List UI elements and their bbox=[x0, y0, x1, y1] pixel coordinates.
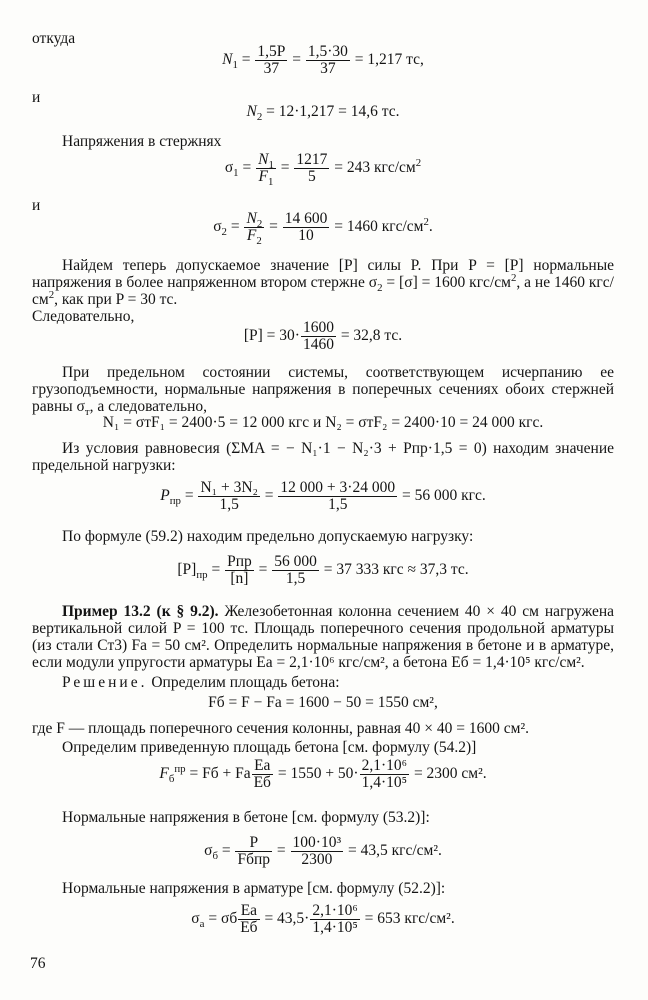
fraction: $\frac{\text{2,1·10⁶}}{\text{1,4·10⁵}}$ bbox=[361, 757, 408, 791]
fraction: $\frac{1217}{5}$ bbox=[296, 151, 328, 185]
fraction: $\frac{\text{2,1·10⁶}}{\text{1,4·10⁵}}$ bbox=[312, 902, 358, 936]
fraction: $\frac{1,5\cdot 30}{37}$ bbox=[307, 43, 348, 77]
paragraph-armatura-stress: Нормальные напряжения в арматуре [см. формулу (52.2)]: bbox=[62, 880, 446, 897]
paragraph-ravnovesie: Из условия равновесия (ΣMA = − N₁·1 − N₂·3 + Pпр·1,5 = 0) находим значение предельной нагрузки: bbox=[32, 440, 614, 474]
equation-f-beton: Fб = F − Fа = 1600 − 50 = 1550 см², bbox=[208, 694, 438, 711]
paragraph-reshenie: Решение. Определим площадь бетона: bbox=[62, 674, 340, 691]
text-sledovatelno: Следовательно, bbox=[32, 308, 135, 325]
fraction: $\frac{P}{\text{Fбпр}}$ bbox=[237, 834, 271, 868]
equation-f-pr: $F_б^{пр}$ = Fб + Fа $\frac{Eа}{Eб}$ = 1550 + 50· $\frac{\text{2,1·10⁶}}{\text{1,4·10⁵}}$ = 2300 см². bbox=[159, 757, 487, 791]
fraction: $\frac{N_2}{F_2}$ bbox=[246, 210, 263, 248]
equation-sigma-a: $\sigma_а = \sigma б$ $\frac{Eа}{Eб}$ = 43,5· $\frac{\text{2,1·10⁶}}{\text{1,4·10⁵}}$ = 653 кгс/см². bbox=[191, 902, 455, 936]
paragraph-example-13-2: Пример 13.2 (к § 9.2). Железобетонная колонна сечением 40 × 40 см нагружена вертикальной силой P = 100 тс. Площадь поперечного сечения продольной арматуры (из стали Ст3) Fа = 50 см². Определить нормальные напряжения в бетоне и в арматуре, если модули упругости арматуры Eа = 2,1·10⁶ кгс/см², а бетона Eб = 1,4·10⁵ кгс/см². bbox=[32, 603, 615, 671]
paragraph-beton-stress: Нормальные напряжения в бетоне [см. формулу (53.2)]: bbox=[62, 809, 430, 826]
equation-sigma1: $\sigma_1$ = $\frac{N_1}{F_1}$ = $\frac{1217}{5}$ = 243 кгс/$см^2$ bbox=[224, 151, 422, 189]
equation-sigma-b: $\sigma_б$ = $\frac{P}{\text{Fбпр}}$ = $\frac{\text{100·10³}}{2300}$ = 43,5 кгс/см². bbox=[204, 834, 442, 868]
paragraph-gde-f: где F — площадь поперечного сечения колонны, равная 40 × 40 = 1600 см². bbox=[32, 720, 529, 737]
equation-n2: $N_2 = 12\cdot 1,217 = 14,6$ тс. bbox=[246, 103, 400, 124]
text-napryazheniya: Напряжения в стержнях bbox=[62, 133, 222, 150]
solution-label: Решение. bbox=[62, 674, 148, 691]
text-i-2: и bbox=[32, 197, 41, 214]
equation-p-limit: $P_{пр}$ = $\frac{\text{N₁ + 3N₂}}{1,5}$ = $\frac{12 000 + 3\cdot 24 000}{1,5}$ = 56 000 кгс. bbox=[160, 479, 486, 513]
paragraph-privedennaya: Определим приведенную площадь бетона [см. формулу (54.2)] bbox=[62, 739, 477, 756]
paragraph-formula-59: По формуле (59.2) находим предельно допускаемую нагрузку: bbox=[62, 528, 474, 545]
paragraph-predelnoe: При предельном состоянии системы, соответствующем исчерпанию ее грузоподъемности, нормальные напряжения в поперечных сечениях обоих стержней равны $\sigma_т$, а следовательно, bbox=[32, 364, 614, 419]
fraction: $\frac{12 000 + 3\cdot 24 000}{1,5}$ bbox=[280, 479, 396, 513]
fraction: $\frac{\text{Pпр}}{[n]}$ bbox=[227, 553, 252, 587]
text-otkuda: откуда bbox=[32, 30, 76, 47]
fraction: $\frac{\text{N₁ + 3N₂}}{1,5}$ bbox=[200, 479, 258, 513]
fraction: $\frac{Eа}{Eб}$ bbox=[253, 757, 271, 791]
equation-p-dop: $[P]_{пр}$ = $\frac{\text{Pпр}}{[n]}$ = $\frac{56 000}{1,5}$ = 37 333 кгс ≈ 37,3 тс. bbox=[177, 553, 469, 587]
fraction: $\frac{14 600}{10}$ bbox=[284, 210, 328, 244]
fraction: $\frac{1,5P}{37}$ bbox=[257, 43, 286, 77]
fraction: $\frac{1600}{1460}$ bbox=[302, 319, 334, 353]
equation-sigma2: $\sigma_2$ = $\frac{N_2}{F_2}$ = $\frac{14 600}{10}$ = 1460 кгс/$см^2$. bbox=[213, 210, 433, 248]
equation-n1: $N_1$ = $\frac{1,5P}{37}$ = $\frac{1,5\cdot 30}{37}$ = 1,217 тс, bbox=[222, 43, 424, 77]
paragraph-dopuskaemoe: Найдем теперь допускаемое значение [P] силы P. При P = [P] нормальные напряжения в более напряженном втором стержне $\sigma_2 = [\sigma] = 1600$ кгс/$см^2$, а не 1460 кгс/$см^2$, как при P = 30 тс. bbox=[32, 257, 614, 308]
fraction: $\frac{Eа}{Eб}$ bbox=[240, 902, 258, 936]
fraction: $\frac{N_1}{F_1}$ bbox=[258, 151, 274, 189]
fraction: $\frac{\text{100·10³}}{2300}$ bbox=[292, 834, 342, 868]
equation-n-limit: N₁ = σтF₁ = 2400·5 = 12 000 кгс и N₂ = σтF₂ = 2400·10 = 24 000 кгс. bbox=[102, 414, 544, 431]
equation-p-allow: [P] = 30· $\frac{1600}{1460}$ = 32,8 тс. bbox=[243, 319, 403, 353]
text-i: и bbox=[32, 89, 41, 106]
page-number: 76 bbox=[30, 955, 46, 972]
fraction: $\frac{56 000}{1,5}$ bbox=[274, 553, 317, 587]
example-title: Пример 13.2 (к § 9.2). bbox=[62, 603, 219, 620]
